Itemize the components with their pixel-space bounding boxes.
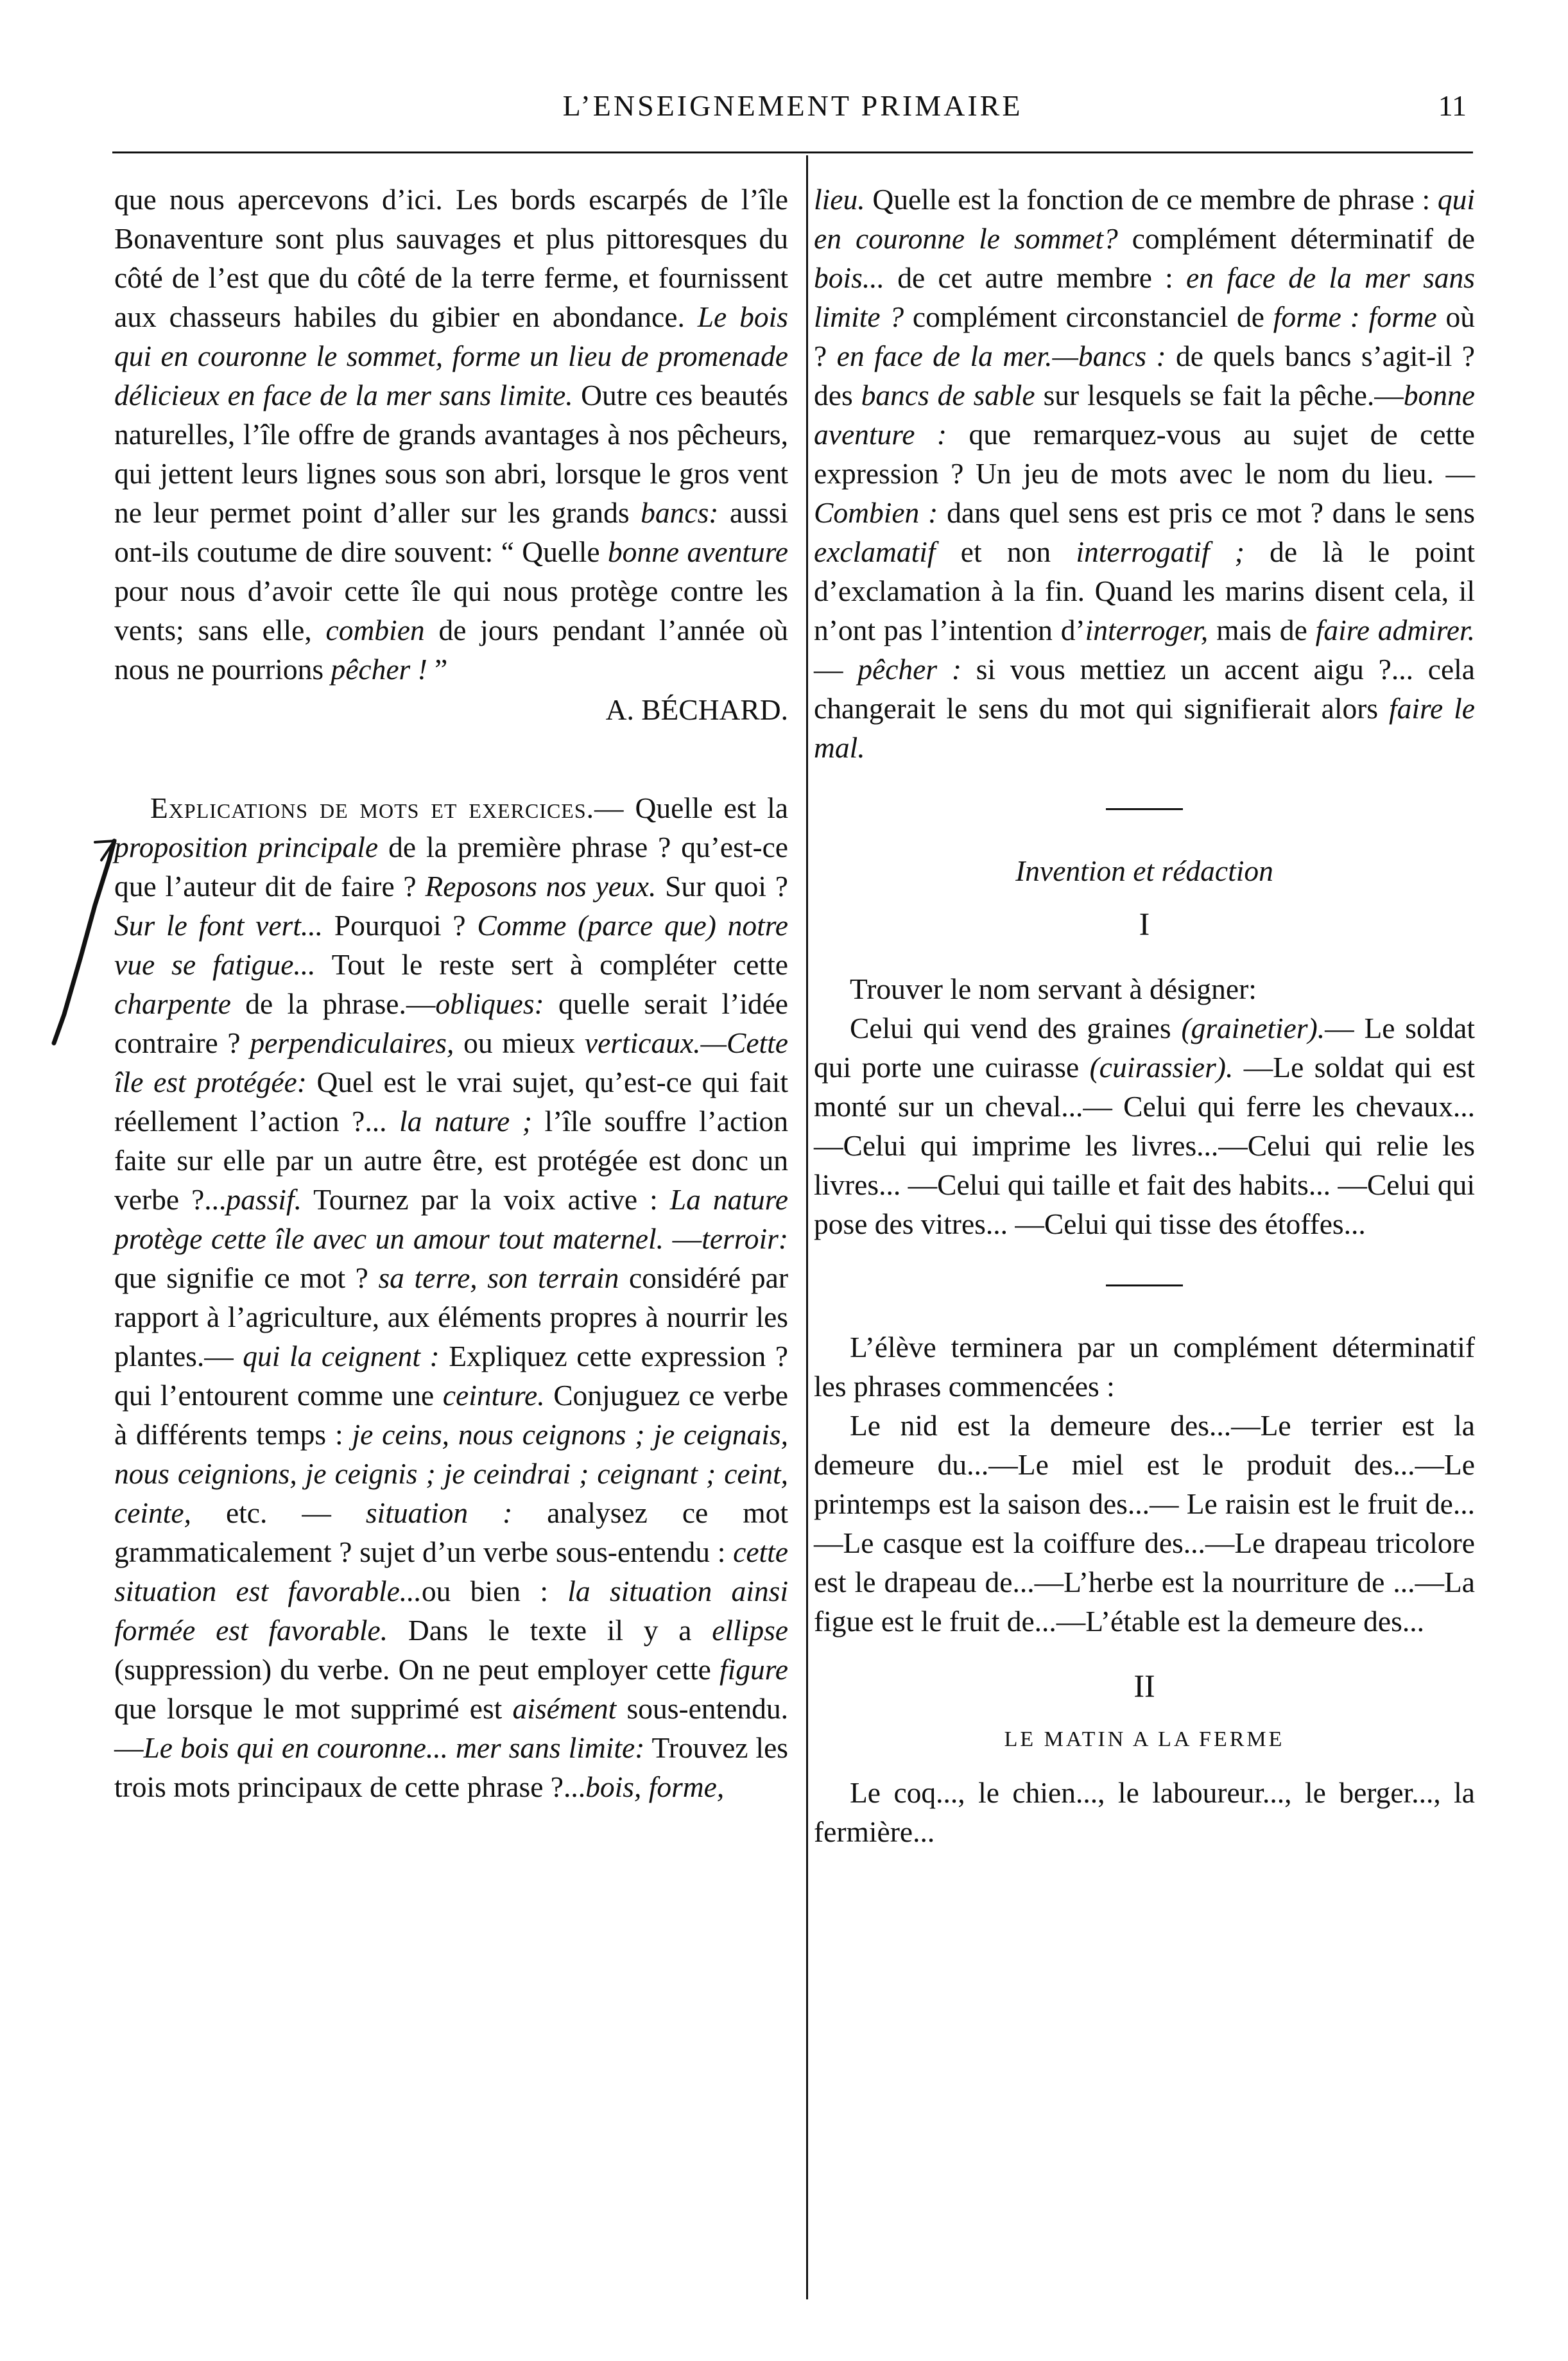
italic-run: pêcher : <box>857 653 962 686</box>
spacer <box>814 1286 1475 1328</box>
handwritten-margin-mark <box>50 835 121 1046</box>
italic-run: sa terre, son terrain <box>378 1261 619 1294</box>
author-signature: A. BÉCHARD. <box>605 693 788 726</box>
italic-run: en face de la mer sans limite ? <box>814 261 1475 333</box>
exercise-2-numeral: II <box>1133 1668 1155 1704</box>
spacer <box>814 944 1475 969</box>
italic-run: proposition principale <box>114 831 379 863</box>
italic-run: Sur le font vert... <box>114 909 323 942</box>
italic-run: bois, forme, <box>585 1770 725 1803</box>
spacer <box>814 1243 1475 1284</box>
italic-run: lieu. <box>814 183 865 216</box>
explanations-text: Quelle est la proposition principale de la première phrase ? qu’est-ce que l’auteur dit de faire ? Reposons nos yeux. Sur quoi ? Sur le font vert... Pourquoi ? Comme (parce que) notre vue se fatigue... Tout le reste sert à compléter cette charpente de la phrase.—obliques: quelle serait l’idée contraire ? perpendiculaires, ou mieux verticaux.—Cette île est protégée: Quel est le vrai sujet, qu’est-ce qui fait réellement l’action ?... la nature ; l’île souffre l’action faite sur elle par un autre être, est protégée est donc un verbe ?...passif. Tournez par la voix active : La nature protège cette île avec un amour tout maternel. —terroir: que signifie ce mot ? sa terre, son terrain considéré par rapport à l’agriculture, aux éléments propres à nourrir les plantes.— qui la ceignent : Expliquez cette expression ? qui l’entourent comme une ceinture. Conjuguez ce verbe à différents temps : je ceins, nous ceignons ; je ceignais, nous ceignions, je ceignis ; je ceindrai ; ceignant ; ceint, ceinte, etc. — situation : analysez ce mot grammaticalement ? sujet d’un verbe sous-entendu : cette situation est favorable...ou bien : la situation ainsi formée est favorable. Dans le texte il y a ellipse (suppression) du verbe. On ne peut employer cette figure que lorsque le mot supprimé est aisément sous-entendu.—Le bois qui en couronne... mer sans limite: Trouvez les trois mots principaux de cette phrase ?...bois, forme, <box>114 791 789 1803</box>
italic-run: faire admirer. <box>1315 614 1475 646</box>
spacer <box>814 1759 1475 1773</box>
spacer <box>814 1706 1475 1720</box>
italic-run: verticaux.—Cette île est protégée: <box>114 1026 788 1098</box>
italic-run: aisément <box>512 1692 617 1725</box>
spacer <box>814 810 1475 851</box>
italic-run: qui la ceignent : <box>243 1340 440 1372</box>
italic-run: en face de la mer.—bancs : <box>836 340 1166 372</box>
italic-run: Reposons nos yeux. <box>425 870 657 903</box>
spacer <box>814 1641 1475 1666</box>
italic-run: combien <box>325 614 425 646</box>
italic-run: ceinture. <box>442 1379 545 1412</box>
italic-run: ellipse <box>712 1614 788 1647</box>
exercise-1-text: Celui qui vend des graines (grainetier).— Le soldat qui porte une cuirasse (cuirassier). —Le soldat qui est monté sur un cheval...— Celui qui ferre les chevaux... —Celui qui imprime les livres...—Celui qui relie les livres... —Celui qui taille et fait des habits... —Celui qui pose des vitres... —Celui qui tisse des étoffes... <box>814 1012 1475 1240</box>
italic-run: forme : forme <box>1273 300 1437 333</box>
italic-run: perpendiculaires, <box>250 1026 454 1059</box>
italic-run: terroir: <box>702 1222 788 1255</box>
italic-run: (cuirassier). <box>1089 1051 1234 1084</box>
invention-heading: Invention et rédaction <box>1015 854 1273 887</box>
italic-run: charpente <box>114 987 231 1020</box>
explanations-continued: lieu. Quelle est la fonction de ce membre de phrase : qui en couronne le sommet? complément déterminatif de bois... de cet autre membre : en face de la mer sans limite ? complément circonstanciel de forme : forme où ? en face de la mer.—bancs : de quels bancs s’agit-il ? des bancs de sable sur lesquels se fait la pêche.—bonne aventure : que remarquez-vous au sujet de cette expression ? Un jeu de mots avec le nom du lieu. —Combien : dans quel sens est pris ce mot ? dans le sens exclamatif et non interrogatif ; de là le point d’exclamation à la fin. Quand les marins disent cela, il n’ont pas l’intention d’interroger, mais de faire admirer. — pêcher : si vous mettiez un accent aigu ?... cela changerait le sens du mot qui signifierait alors faire le mal. <box>814 183 1476 764</box>
right-column <box>814 180 1475 1851</box>
explanations-heading: Explications de mots et exercices.— <box>150 791 625 824</box>
italic-run: bancs de sable <box>861 379 1035 411</box>
running-title: L’ENSEIGNEMENT PRIMAIRE <box>562 89 1023 122</box>
spacer <box>814 890 1475 904</box>
header-rule <box>112 151 1473 153</box>
italic-run: exclamatif <box>814 535 936 568</box>
exercise-1-intro: Trouver le nom servant à désigner: <box>850 973 1257 1005</box>
exercise-2-title: LE MATIN A LA FERME <box>1004 1727 1285 1751</box>
page-number: 11 <box>1438 89 1467 122</box>
italic-run: figure <box>719 1653 788 1686</box>
exercise-1b-intro: L’élève terminera par un complément déterminatif les phrases commencées : <box>814 1331 1475 1403</box>
italic-run: faire le mal. <box>814 692 1475 764</box>
spacer <box>814 767 1475 808</box>
italic-run: (grainetier). <box>1181 1012 1325 1044</box>
left-column <box>114 180 788 1806</box>
italic-run: je ceins, nous ceignons ; je ceignais, nous ceignions, je ceignis ; je ceindrai ; ceignant ; ceint, ceinte, <box>114 1418 788 1529</box>
running-head <box>112 89 1473 127</box>
italic-run: qui en couronne le sommet? <box>814 183 1475 255</box>
italic-run: la situation ainsi formée est favorable. <box>114 1575 788 1647</box>
italic-run: pêcher ! <box>331 653 427 686</box>
italic-run: obliques: <box>435 987 544 1020</box>
column-divider <box>806 155 808 2299</box>
italic-run: interrogatif ; <box>1076 535 1245 568</box>
italic-run: bonne aventure <box>607 535 788 568</box>
italic-run: la nature ; <box>399 1105 532 1137</box>
italic-run: interroger, <box>1085 614 1209 646</box>
passage-text: que nous apercevons d’ici. Les bords escarpés de l’île Bonaventure sont plus sauvages et plus pittoresques du côté de l’est que du côté de la terre ferme, et fournissent aux chasseurs habiles du gibier en abondance. Le bois qui en couronne le sommet, forme un lieu de promenade délicieux en face de la mer sans limite. Outre ces beautés naturelles, l’île offre de grands avantages à nos pêcheurs, qui jettent leurs lignes sous son abri, lorsque le gros vent ne leur permet point d’aller sur les grands bancs: aussi ont-ils coutume de dire souvent: “ Quelle bonne aventure pour nous d’avoir cette île qui nous protège contre les vents; sans elle, combien de jours pendant l’année où nous ne pourrions pêcher ! ” <box>114 183 789 686</box>
italic-run: situation : <box>365 1496 513 1529</box>
exercise-1-numeral: I <box>1139 906 1150 942</box>
italic-run: Comme (parce que) notre vue se fatigue... <box>114 909 788 981</box>
italic-run: La nature protège cette île avec un amour tout maternel. <box>114 1183 788 1255</box>
italic-run: Le bois qui en couronne le sommet, forme un lieu de promenade délicieux en face de la mer sans limite. <box>114 300 788 411</box>
exercise-2-text: Le coq..., le chien..., le laboureur..., le berger..., la fermière... <box>814 1776 1475 1848</box>
italic-run: cette situation est favorable... <box>114 1535 788 1607</box>
italic-run: bancs: <box>641 496 719 529</box>
italic-run: bois... <box>814 261 884 294</box>
italic-run: bonne aventure : <box>814 379 1475 451</box>
italic-run: Combien : <box>814 496 938 529</box>
exercise-1b-text: Le nid est la demeure des...—Le terrier est la demeure du...—Le miel est le produit des...—Le printemps est la saison des...— Le raisin est le fruit de...—Le casque est la coiffure des...—Le drapeau tricolore est le drapeau de...—L’herbe est la nourriture de ...—La figue est le fruit de...—L’étable est la demeure des... <box>814 1409 1475 1638</box>
explanations-paragraph <box>114 788 788 1806</box>
italic-run: passif. <box>226 1183 302 1216</box>
italic-run: Le bois qui en couronne... mer sans limite: <box>143 1731 645 1764</box>
spacer <box>114 729 788 788</box>
